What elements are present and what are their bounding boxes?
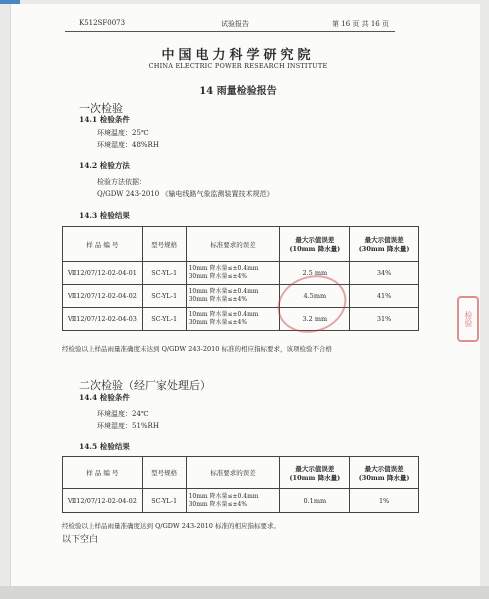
org-name-en: CHINA ELECTRIC POWER RESEARCH INSTITUTE	[148, 62, 328, 70]
col-model: 型号规格	[142, 457, 186, 489]
second-results-title: 14.5 检验结果	[79, 442, 130, 451]
second-conditions-title: 14.4 检验条件	[79, 393, 130, 402]
requirement: 10mm 降水量≤±0.4mm 30mm 降水量≤±4%	[186, 489, 280, 513]
model: SC-YL-1	[142, 489, 186, 513]
page-header	[65, 14, 395, 32]
first-results-table	[62, 226, 419, 331]
sample-id: Ⅶ12/07/12-02-04-02	[63, 489, 143, 513]
error-10mm: 0.1mm	[280, 489, 350, 513]
first-results-title: 14.3 检验结果	[79, 211, 130, 220]
col-max-error-30mm: 最大示值误差 (30mm 降水量)	[350, 457, 419, 489]
sample-id: Ⅶ12/07/12-02-04-02	[63, 285, 143, 308]
second-results-table	[62, 456, 419, 513]
blank-note: 以下空白	[62, 535, 99, 545]
error-10mm: 4.5mm	[280, 285, 350, 308]
col-sample-id: 样 品 编 号	[63, 457, 143, 489]
org-name-cn: 中国电力科学研究院	[161, 48, 315, 63]
doc-type: 试验报告	[221, 20, 249, 28]
sample-id: Ⅶ12/07/12-02-04-01	[63, 262, 143, 285]
table-row	[63, 262, 419, 285]
col-max-error-30mm: 最大示值误差 (30mm 降水量)	[350, 227, 419, 262]
error-30mm: 34%	[350, 262, 419, 285]
col-sample-id: 样 品 编 号	[63, 227, 143, 262]
col-max-error-10mm: 最大示值误差 (10mm 降水量)	[280, 227, 350, 262]
report-title: 14 雨量检验报告	[199, 86, 277, 97]
report-code: K512SF0073	[79, 19, 126, 27]
error-30mm: 31%	[350, 308, 419, 331]
second-conclusion: 经检验以上样品雨量准确度达到 Q/GDW 243-2010 标准的相应指标要求。	[62, 522, 280, 530]
table-header-row	[63, 457, 419, 489]
error-10mm: 2.5 mm	[280, 262, 350, 285]
bottom-band	[0, 586, 489, 599]
first-conclusion: 经检验以上样品雨量准确度未达到 Q/GDW 243-2010 标准的相应指标要求，该项检验不合格	[62, 345, 332, 353]
edge-seal: 检验	[457, 296, 479, 342]
requirement: 10mm 降水量≤±0.4mm 30mm 降水量≤±4%	[186, 308, 280, 331]
col-max-error-10mm: 最大示值误差 (10mm 降水量)	[280, 457, 350, 489]
second-temperature: 环境温度：24℃	[97, 410, 149, 418]
requirement: 10mm 降水量≤±0.4mm 30mm 降水量≤±4%	[186, 285, 280, 308]
col-model: 型号规格	[142, 227, 186, 262]
error-30mm: 1%	[350, 489, 419, 513]
method-basis: 检验方法依据：	[97, 178, 146, 186]
first-inspection-heading: 一次检验	[79, 102, 123, 115]
sample-id: Ⅶ12/07/12-02-04-03	[63, 308, 143, 331]
method-standard: Q/GDW 243-2010 《输电线路气象监测装置技术规范》	[97, 190, 274, 198]
col-requirement: 标准要求的误差	[186, 227, 280, 262]
table-row	[63, 308, 419, 331]
requirement: 10mm 降水量≤±0.4mm 30mm 降水量≤±4%	[186, 262, 280, 285]
model: SC-YL-1	[142, 308, 186, 331]
first-temperature: 环境温度：25℃	[97, 129, 149, 137]
first-conditions-title: 14.1 检验条件	[79, 115, 130, 124]
error-10mm: 3.2 mm	[280, 308, 350, 331]
page-info: 第 16 页 共 16 页	[332, 20, 389, 28]
error-30mm: 41%	[350, 285, 419, 308]
second-inspection-heading: 二次检验（经厂家处理后）	[79, 379, 211, 392]
first-humidity: 环境湿度：48%RH	[97, 141, 159, 149]
table-header-row	[63, 227, 419, 262]
table-row	[63, 285, 419, 308]
model: SC-YL-1	[142, 285, 186, 308]
col-requirement: 标准要求的误差	[186, 457, 280, 489]
report-page	[10, 4, 480, 586]
second-humidity: 环境湿度：51%RH	[97, 422, 159, 430]
model: SC-YL-1	[142, 262, 186, 285]
method-title: 14.2 检验方法	[79, 161, 130, 170]
table-row	[63, 489, 419, 513]
